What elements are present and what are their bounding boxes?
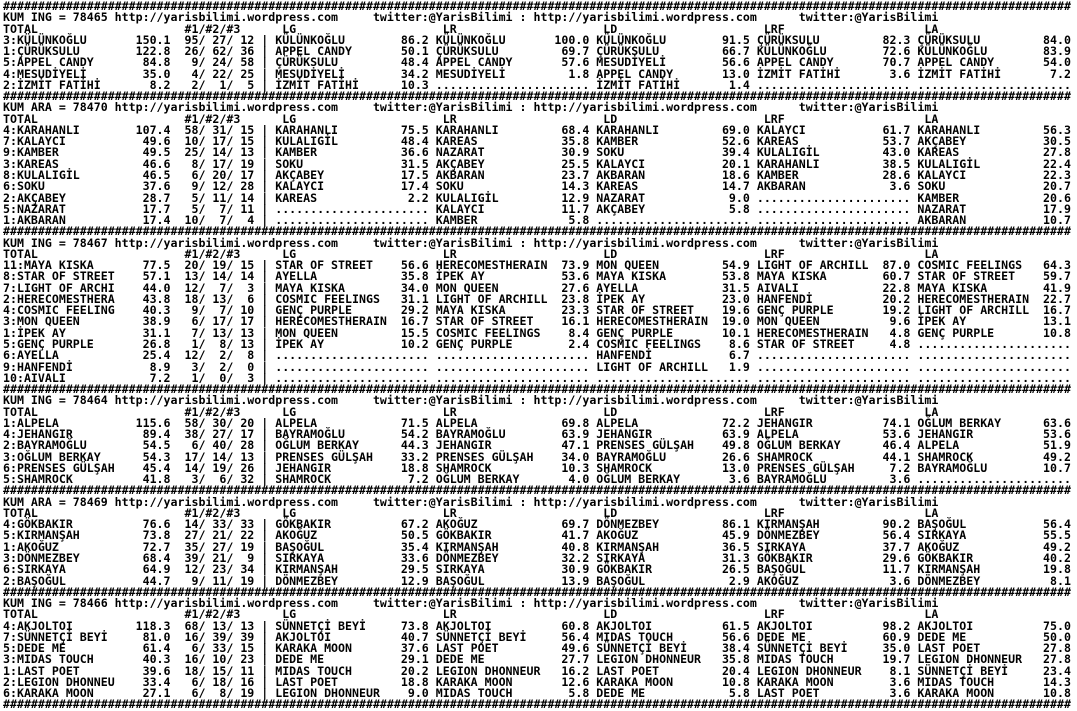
section-title-line: KUM ING = 78465 http://yarisbilimi.wordpress.com twitter:@YarisBilimi : http://yarisbilimi.wordpress.com twitter:@YarisBilimi	[3, 10, 939, 25]
separator-line: #########################################################################################################################################################	[3, 382, 1071, 397]
data-row-line: 7:LIGHT OF ARCHI 44.0 12/ 7/ 3 | MAYA KISKA 34.0 MON QUEEN 27.6 AYELLA 31.5 AIVALI 22.8 MAYA KISKA 41.9	[3, 280, 1071, 295]
data-row-line: 5:SHAMROCK 41.8 3/ 6/ 32 | SHAMROCK 7.2 OĞLUM BERKAY 4.0 OĞLUM BERKAY 3.6 BAYRAMOĞLU 3.6 ......................	[3, 472, 1071, 487]
section-title-line: KUM ING = 78464 http://yarisbilimi.wordpress.com twitter:@YarisBilimi : http://yarisbilimi.wordpress.com twitter:@YarisBilimi	[3, 393, 939, 408]
data-row-line: 6:KARAKA MOON 27.1 6/ 8/ 19 | LEGION DHONNEUR 9.0 MIDAS TOUCH 5.8 DEDE ME 5.8 LAST POET 3.6 KARAKA MOON 10.8	[3, 686, 1071, 701]
column-header-line: TOTAL #1/#2/#3 LG LR LD LRF LA	[3, 246, 939, 261]
data-row-line: 3:MON QUEEN 38.9 6/ 17/ 17 | HERECOMESTHERAIN 16.7 STAR OF STREET 16.1 HERECOMESTHERAIN 19.0 MON QUEEN 9.6 İPEK AY 13.1	[3, 314, 1071, 329]
data-row-line: 7:KALAYCI 49.6 10/ 17/ 15 | KULALIGİL 48.4 KAREAS 35.8 KAMBER 52.6 KAREAS 53.7 AKÇABEY 30.5	[3, 134, 1071, 149]
data-row-line: 2:AKÇABEY 28.7 5/ 11/ 14 | KAREAS 2.2 KULALIGİL 12.9 NAZARAT 9.0 ...................... KAMBER 20.6	[3, 190, 1071, 205]
data-row-line: 5:APPEL CANDY 84.8 9/ 24/ 58 | ÇÜRÜKSULU 48.4 APPEL CANDY 57.6 MESUDİYELİ 56.6 APPEL CANDY 70.7 APPEL CANDY 54.0	[3, 55, 1071, 70]
data-row-line: 1:LAST POET 39.6 18/ 15/ 11 | MIDAS TOUCH 20.2 LEGION DHONNEUR 16.2 LAST POET 20.4 LEGION DHONNEUR 8.1 SÜNNETÇİ BEYİ 23.4	[3, 663, 1071, 678]
data-row-line: 6:PRENSES GÜLŞAH 45.4 14/ 19/ 26 | JEHANGIR 18.8 SHAMROCK 10.3 SHAMROCK 13.0 PRENSES GÜLŞAH 7.2 BAYRAMOĞLU 10.7	[3, 460, 1071, 475]
data-row-line: 5:NAZARAT 17.7 5/ 7/ 11 | ...................... KALAYCI 11.7 AKÇABEY 5.8 ...................... NAZARAT 17.9	[3, 201, 1071, 216]
data-row-line: 5:DEDE ME 61.4 6/ 33/ 15 | KARAKA MOON 37.6 LAST POET 49.6 SÜNNETÇİ BEYİ 38.4 SÜNNETÇİ BEYİ 35.0 LAST POET 27.8	[3, 641, 1071, 656]
section-title-line: KUM ING = 78466 http://yarisbilimi.wordpress.com twitter:@YarisBilimi : http://yarisbilimi.wordpress.com twitter:@YarisBilimi	[3, 596, 939, 611]
data-row-line: 5:GENÇ PURPLE 26.8 1/ 8/ 13 | İPEK AY 10.2 GENÇ PURPLE 2.4 COSMIC FEELINGS 8.6 STAR OF STREET 4.8 ......................	[3, 336, 1071, 351]
data-row-line: 4:KARAHANLI 107.4 58/ 31/ 15 | KARAHANLI 75.5 KARAHANLI 68.4 KARAHANLI 69.0 KALAYCI 61.7 KARAHANLI 56.3	[3, 122, 1071, 137]
data-row-line: 8:KULALIGİL 46.5 6/ 20/ 17 | AKÇABEY 17.5 AKBARAN 23.7 AKBARAN 18.6 KAMBER 28.6 KALAYCI 22.3	[3, 167, 1071, 182]
data-row-line: 3:KAREAS 46.6 8/ 17/ 19 | SOKU 31.5 AKÇABEY 25.5 KALAYCI 20.1 KARAHANLI 38.5 KULALIGİL 22.4	[3, 156, 1071, 171]
column-header-line: TOTAL #1/#2/#3 LG LR LD LRF LA	[3, 505, 939, 520]
data-row-line: 4:MESUDİYELİ 35.0 4/ 22/ 25 | MESUDİYELİ 34.2 MESUDİYELİ 1.8 APPEL CANDY 13.0 İZMİT FATİHİ 3.6 İZMİT FATİHİ 7.2	[3, 66, 1071, 81]
data-row-line: 4:AKJOLTOI 118.3 68/ 13/ 13 | SÜNNETÇİ BEYİ 73.8 AKJOLTOI 60.8 AKJOLTOI 61.5 AKJOLTOI 98.2 AKJOLTOI 75.0	[3, 618, 1071, 633]
data-row-line: 3:DÖNMEZBEY 68.4 39/ 21/ 9 | SIRKAYA 33.6 DÖNMEZBEY 32.2 SIRKAYA 31.3 GÖKBAKIR 29.6 GÖKBAKIR 40.2	[3, 551, 1071, 566]
section-title-line: KUM ING = 78467 http://yarisbilimi.wordpress.com twitter:@YarisBilimi : http://yarisbilimi.wordpress.com twitter:@YarisBilimi	[3, 235, 939, 250]
data-row-line: 5:KIRMANŞAH 73.8 27/ 21/ 22 | AKOĞUZ 50.5 GÖKBAKIR 41.7 AKOĞUZ 45.9 DÖNMEZBEY 56.4 SIRKAYA 55.5	[3, 528, 1071, 543]
column-header-line: TOTAL #1/#2/#3 LG LR LD LRF LA	[3, 404, 939, 419]
separator-line: #########################################################################################################################################################	[3, 697, 1071, 711]
data-row-line: 6:SIRKAYA 64.9 12/ 23/ 34 | KIRMANŞAH 29.5 SIRKAYA 30.9 GÖKBAKIR 26.5 BAŞOĞUL 11.7 KIRMANŞAH 19.8	[3, 562, 1071, 577]
column-header-line: TOTAL #1/#2/#3 LG LR LD LRF LA	[3, 21, 939, 36]
data-row-line: 8:STAR OF STREET 57.1 13/ 14/ 14 | AYELLA 35.8 İPEK AY 53.6 MAYA KISKA 53.8 MAYA KISKA 60.7 STAR OF STREET 59.7	[3, 269, 1071, 284]
data-row-line: 7:SÜNNETÇİ BEYİ 81.0 16/ 39/ 39 | AKJOLTOI 40.7 SÜNNETÇİ BEYİ 56.4 MIDAS TOUCH 56.6 DEDE ME 60.9 DEDE ME 50.0	[3, 629, 1071, 644]
data-row-line: 4:COSMIC FEELING 40.3 9/ 7/ 10 | GENÇ PURPLE 29.2 MAYA KISKA 23.3 STAR OF STREET 19.6 GENÇ PURPLE 19.2 LIGHT OF ARCHILL 16.7	[3, 303, 1071, 318]
column-header-line: TOTAL #1/#2/#3 LG LR LD LRF LA	[3, 607, 939, 622]
data-row-line: 2:İZMİT FATİHİ 8.2 2/ 1/ 5 | İZMİT FATİHİ 10.3 ...................... İZMİT FATİHİ 1.4 ...................... ......................	[3, 77, 1071, 92]
data-row-line: 2:BAŞOĞUL 44.7 9/ 11/ 19 | DÖNMEZBEY 12.9 BAŞOĞUL 13.9 BAŞOĞUL 2.9 AKOĞUZ 3.6 DÖNMEZBEY 8.1	[3, 573, 1071, 588]
data-row-line: 2:HERECOMESTHERA 43.8 18/ 13/ 6 | COSMIC FEELINGS 31.1 LIGHT OF ARCHILL 23.8 İPEK AY 23.0 HANFENDİ 20.2 HERECOMESTHERAIN 22.7	[3, 291, 1071, 306]
data-row-line: 4:JEHANGIR 89.4 38/ 27/ 17 | BAYRAMOĞLU 54.2 BAYRAMOĞLU 63.9 JEHANGIR 63.9 ALPELA 53.6 JEHANGIR 53.6	[3, 427, 1071, 442]
data-row-line: 1:AKBARAN 17.4 10/ 7/ 4 | ...................... KAMBER 5.8 ...................... ...................... AKBARAN 10.7	[3, 213, 1071, 228]
section-title-line: KUM ARA = 78470 http://yarisbilimi.wordpress.com twitter:@YarisBilimi : http://yarisbilimi.wordpress.com twitter:@YarisBilimi	[3, 100, 939, 115]
data-row-line: 3:OĞLUM BERKAY 54.3 17/ 14/ 13 | PRENSES GÜLŞAH 33.2 PRENSES GÜLŞAH 34.0 BAYRAMOĞLU 26.6 SHAMROCK 44.1 SHAMROCK 49.2	[3, 449, 1071, 464]
separator-line: #########################################################################################################################################################	[3, 224, 1071, 239]
data-row-line: 11:MAYA KISKA 77.5 20/ 19/ 15 | STAR OF STREET 56.6 HERECOMESTHERAIN 73.9 MON QUEEN 54.9 LIGHT OF ARCHILL 87.0 COSMIC FEELINGS 64.3	[3, 258, 1071, 273]
separator-line: #########################################################################################################################################################	[3, 483, 1071, 498]
data-row-line: 10:AIVALI 7.2 1/ 0/ 3 | ...................... ...................... ...................... ...................... ......................	[3, 370, 1071, 385]
data-row-line: 1:AKOĞUZ 72.7 35/ 27/ 19 | BAŞOĞUL 35.4 KIRMANŞAH 40.8 KIRMANŞAH 36.5 SIRKAYA 37.7 AKOĞUZ 49.2	[3, 539, 1071, 554]
separator-line: #########################################################################################################################################################	[3, 0, 1071, 13]
column-header-line: TOTAL #1/#2/#3 LG LR LD LRF LA	[3, 111, 939, 126]
data-row-line: 6:SOKU 37.6 9/ 12/ 28 | KALAYCI 17.4 SOKU 14.3 KAREAS 14.7 AKBARAN 3.6 SOKU 20.7	[3, 179, 1071, 194]
data-row-line: 2:BAYRAMOĞLU 54.5 6/ 40/ 28 | OĞLUM BERKAY 44.3 JEHANGIR 47.1 PRENSES GÜLŞAH 49.8 OĞLUM BERKAY 46.4 ALPELA 51.9	[3, 438, 1071, 453]
data-row-line: 3:KÜLÜNKOĞLU 150.1 95/ 27/ 12 | KÜLÜNKOĞLU 86.2 KÜLÜNKOĞLU 100.0 KÜLÜNKOĞLU 91.5 ÇÜRÜKSULU 82.3 ÇÜRÜKSULU 84.0	[3, 32, 1071, 47]
data-row-line: 9:HANFENDİ 8.9 3/ 2/ 0 | ...................... ...................... LIGHT OF ARCHILL 1.9 ...................... ......................	[3, 359, 1071, 374]
section-title-line: KUM ARA = 78469 http://yarisbilimi.wordpress.com twitter:@YarisBilimi : http://yarisbilimi.wordpress.com twitter:@YarisBilimi	[3, 494, 939, 509]
data-row-line: 1:İPEK AY 31.1 7/ 13/ 13 | MON QUEEN 15.5 COSMIC FEELINGS 8.4 GENÇ PURPLE 10.1 HERECOMESTHERAIN 4.8 GENÇ PURPLE 10.8	[3, 325, 1071, 340]
data-row-line: 3:MIDAS TOUCH 40.3 16/ 10/ 23 | DEDE ME 29.1 DEDE ME 27.7 LEGION DHONNEUR 35.8 MIDAS TOUCH 19.7 LEGION DHONNEUR 27.8	[3, 652, 1071, 667]
data-row-line: 9:KAMBER 49.5 25/ 14/ 13 | KAMBER 36.6 NAZARAT 30.9 SOKU 39.4 KULALIGİL 43.0 KAREAS 27.8	[3, 145, 1071, 160]
data-row-line: 2:LEGION DHONNEU 33.4 6/ 18/ 16 | LAST POET 18.8 KARAKA MOON 12.6 KARAKA MOON 10.8 KARAKA MOON 3.6 MIDAS TOUCH 14.3	[3, 674, 1071, 689]
data-row-line: 1:ALPELA 115.6 58/ 30/ 20 | ALPELA 71.5 ALPELA 69.8 ALPELA 72.2 JEHANGIR 74.1 OĞLUM BERKAY 63.6	[3, 415, 1071, 430]
data-row-line: 1:ÇÜRÜKSULU 122.8 26/ 62/ 36 | APPEL CANDY 50.1 ÇÜRÜKSULU 69.7 ÇÜRÜKSULU 66.7 KÜLÜNKOĞLU 72.6 KÜLÜNKOĞLU 83.9	[3, 44, 1071, 59]
data-row-line: 4:GÖKBAKIR 76.6 14/ 33/ 33 | GÖKBAKIR 67.2 AKOĞUZ 69.7 DÖNMEZBEY 86.1 KIRMANŞAH 90.2 BAŞOĞUL 56.4	[3, 517, 1071, 532]
separator-line: #########################################################################################################################################################	[3, 584, 1071, 599]
separator-line: #########################################################################################################################################################	[3, 89, 1071, 104]
data-row-line: 6:AYELLA 25.4 12/ 2/ 8 | ...................... ...................... HANFENDİ 6.7 ...................... ......................	[3, 348, 1071, 363]
